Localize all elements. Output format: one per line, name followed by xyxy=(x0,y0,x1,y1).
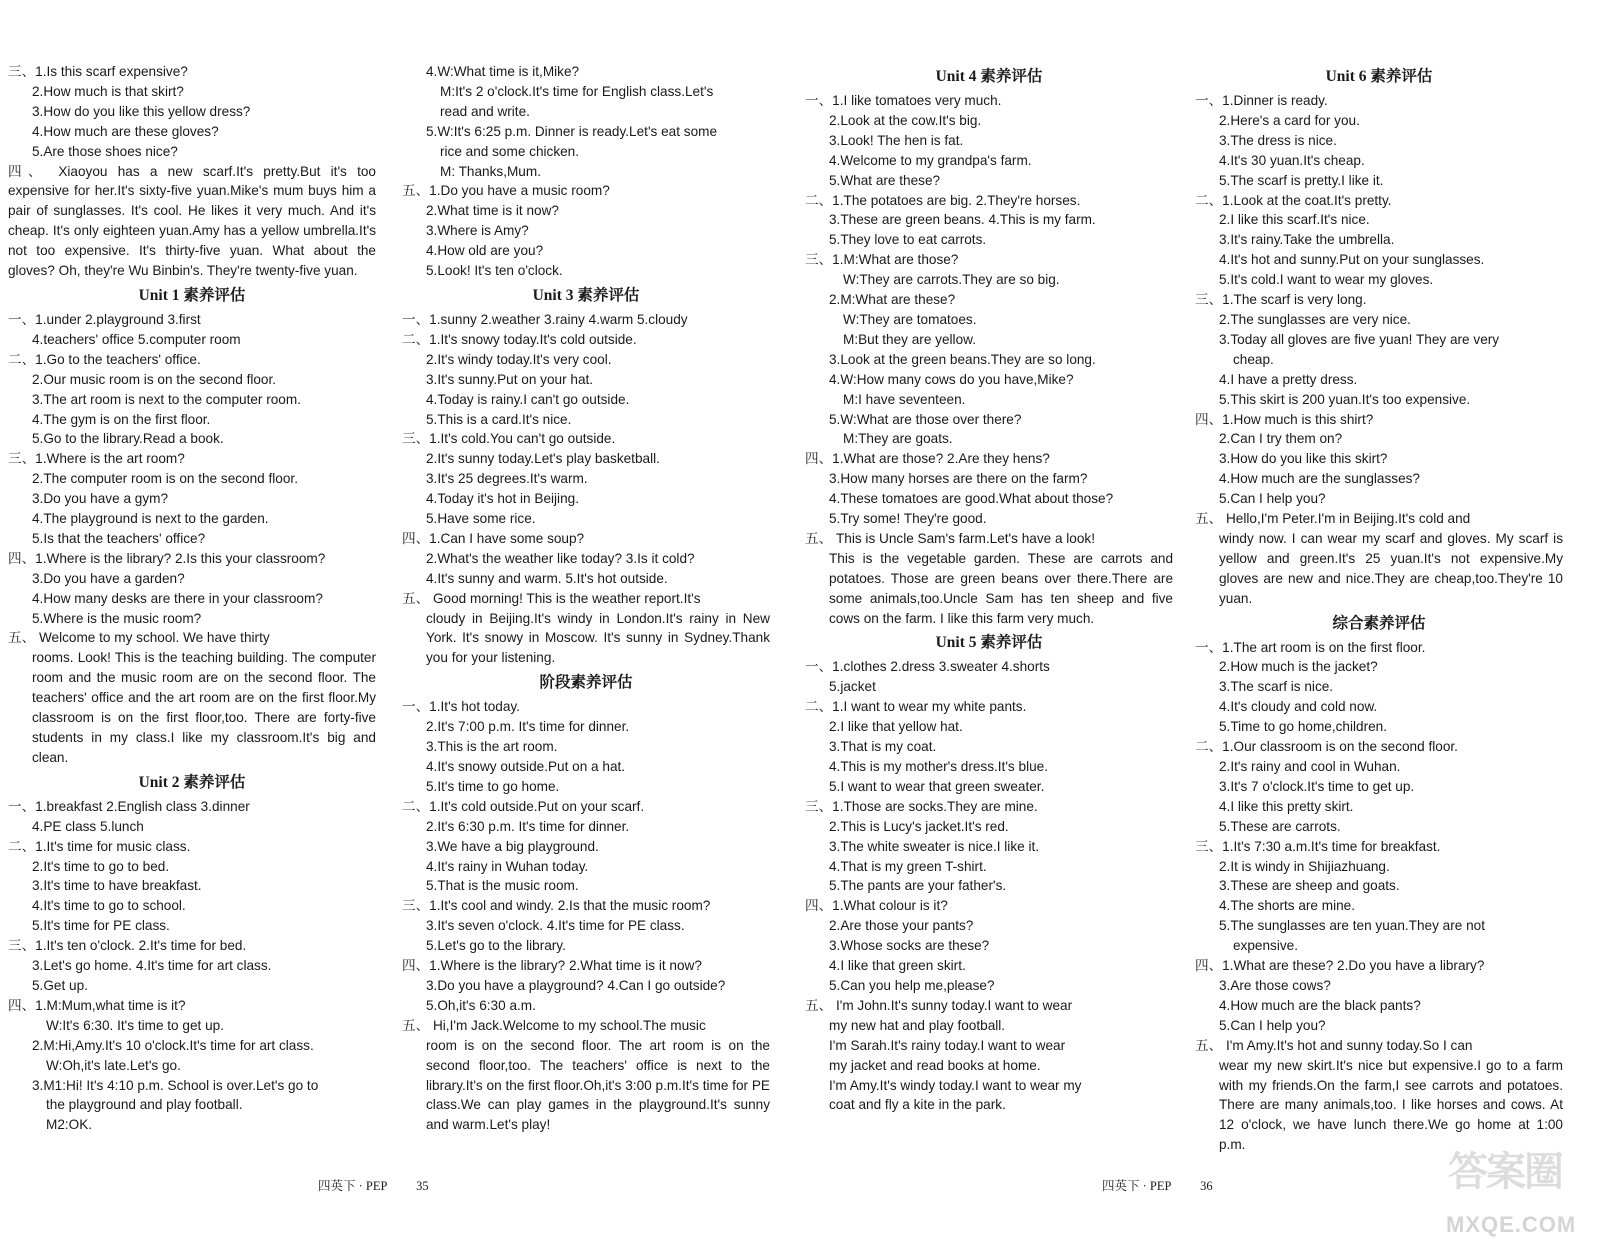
answer-line: 3.It's 25 degrees.It's warm. xyxy=(426,471,588,487)
answer-line: 四、1.Where is the library? 2.What time is it now? xyxy=(402,958,702,974)
answer-line: 五、 Hi,I'm Jack.Welcome to my school.The music xyxy=(402,1017,706,1033)
answer-line: 4.PE class 5.lunch xyxy=(32,818,144,834)
answer-line: 4.The gym is on the first floor. xyxy=(32,411,211,427)
answer-line: 2.It's rainy and cool in Wuhan. xyxy=(1219,759,1401,774)
answer-line: 5.Go to the library.Read a book. xyxy=(32,431,224,447)
answer-line: 三、1.It's cold.You can't go outside. xyxy=(402,431,616,447)
passage-paragraph: rooms. Look! This is the teaching building. The computer room and the music room are on the second floor. The teachers' office and the art room are on the first floor.My classroom is on the first floor,too. There are forty-five students in my class.I like my classroom.It's big and clean. xyxy=(32,650,376,765)
answer-line: 5.These are carrots. xyxy=(1219,818,1341,834)
answer-line: 2.How much is that skirt? xyxy=(32,83,184,99)
passage-paragraph: This is the vegetable garden. These are carrots and potatoes. Those are green beans over there.There are some animals,too.Uncle Sam has ten sheep and five cows on the farm. I like this farm very much. xyxy=(829,550,1173,626)
answer-line: 3.It's sunny.Put on your hat. xyxy=(426,371,594,387)
answer-line: 3.It's rainy.Take the umbrella. xyxy=(1219,232,1395,248)
answer-line: 3.The art room is next to the computer room. xyxy=(32,391,301,407)
answer-line: 三、1.Those are socks.They are mine. xyxy=(805,798,1038,814)
answer-line: 一、1.The art room is on the first floor. xyxy=(1195,639,1426,655)
answer-line: M:I have seventeen. xyxy=(843,391,966,407)
answer-line: 5.Try some! They're good. xyxy=(829,511,987,527)
answer-line: 3.The scarf is nice. xyxy=(1219,679,1334,695)
passage-paragraph: cloudy in Beijing.It's windy in London.It's rainy in New York. It's snowy in Moscow. It's sunny in Sydney.Thank you for your listening. xyxy=(426,610,770,666)
answer-line: rice and some chicken. xyxy=(440,143,580,159)
answer-line: 5.I want to wear that green sweater. xyxy=(829,778,1045,794)
answer-line: 5.jacket xyxy=(829,679,876,695)
answer-line: M: Thanks,Mum. xyxy=(440,163,541,179)
answer-line: W:They are carrots.They are so big. xyxy=(843,272,1060,288)
answer-line: the playground and play football. xyxy=(46,1097,243,1113)
passage-paragraph: wear my new skirt.It's nice but expensive.I go to a farm with my friends.On the farm,I see carrots and potatoes. There are many animals,too. I like horses and cows. At 12 o'clock, we have lunch there.We go home at 1:00 p.m. xyxy=(1219,1057,1563,1153)
answer-line: 5.W:What are those over there? xyxy=(829,411,1022,427)
footer-left-label: 四英下 · PEP xyxy=(318,1179,387,1193)
answer-line: 4.Today is rainy.I can't go outside. xyxy=(426,391,630,407)
passage-paragraph: windy now. I can wear my scarf and gloves. My scarf is yellow and green.It's 25 yuan.It's not expensive.My gloves are new and nice.They are cheap,too.They're 10 yuan. xyxy=(1219,530,1563,606)
answer-line: 2.M:What are these? xyxy=(829,292,956,308)
answer-line: 四、1.What colour is it? xyxy=(805,898,948,914)
answer-line: 3.The dress is nice. xyxy=(1219,132,1337,148)
answer-line: I'm Sarah.It's rainy today.I want to wear xyxy=(829,1037,1066,1053)
column-4 xyxy=(1195,62,1563,1155)
answer-line: 3.We have a big playground. xyxy=(426,838,599,854)
answer-line: 5.Can I help you? xyxy=(1219,491,1326,507)
answer-line: 四、1.Where is the library? 2.Is this your classroom? xyxy=(8,550,326,566)
answer-line: 5.Oh,it's 6:30 a.m. xyxy=(426,997,536,1013)
answer-line: 一、1.breakfast 2.English class 3.dinner xyxy=(8,798,250,814)
answer-line: 3.These are green beans. 4.This is my farm. xyxy=(829,212,1096,228)
answer-line: 5.It's time to go home. xyxy=(426,778,560,794)
answer-line: W:It's 6:30. It's time to get up. xyxy=(46,1017,224,1033)
answer-line: 2.I like this scarf.It's nice. xyxy=(1219,212,1370,228)
answer-line: 2.Here's a card for you. xyxy=(1219,112,1360,128)
answer-line: 3.How do you like this skirt? xyxy=(1219,451,1388,467)
answer-line: 2.Are those your pants? xyxy=(829,918,974,934)
answer-line: 四、1.M:Mum,what time is it? xyxy=(8,997,186,1013)
answer-line: 三、1.It's 7:30 a.m.It's time for breakfast. xyxy=(1195,838,1441,854)
answer-line: 2.The computer room is on the second floor. xyxy=(32,471,298,487)
answer-line: 四、1.How much is this shirt? xyxy=(1195,411,1374,427)
answer-line: 3.Where is Amy? xyxy=(426,223,529,239)
answer-line: M:It's 2 o'clock.It's time for English class.Let's xyxy=(440,83,714,99)
answer-line: 三、1.Is this scarf expensive? xyxy=(8,64,188,79)
answer-line: 4.I have a pretty dress. xyxy=(1219,371,1358,387)
answer-line: 4.The playground is next to the garden. xyxy=(32,511,269,527)
answer-line: cheap. xyxy=(1233,351,1274,367)
answer-line: 2.Our music room is on the second floor. xyxy=(32,371,277,387)
answer-line: I'm Amy.It's windy today.I want to wear my xyxy=(829,1077,1082,1093)
answer-line: 三、1.M:What are those? xyxy=(805,252,959,268)
answer-line: 一、1.Dinner is ready. xyxy=(1195,93,1328,108)
answer-line: 3.Let's go home. 4.It's time for art class. xyxy=(32,958,272,974)
answer-line: 2.Can I try them on? xyxy=(1219,431,1343,447)
answer-line: 2.It's 7:00 p.m. It's time for dinner. xyxy=(426,719,630,735)
answer-line: 二、1.It's time for music class. xyxy=(8,838,191,854)
answer-line: 五、 Welcome to my school. We have thirty xyxy=(8,630,270,646)
answer-line: 5.Have some rice. xyxy=(426,511,536,527)
answer-line: 一、1.I like tomatoes very much. xyxy=(805,93,1002,108)
answer-line: 4.That is my green T-shirt. xyxy=(829,858,987,874)
answer-line: 一、1.clothes 2.dress 3.sweater 4.shorts xyxy=(805,659,1050,675)
watermark-logo: 答案圈 xyxy=(1448,1149,1562,1195)
answer-line: 5.Get up. xyxy=(32,977,88,993)
answer-line: 5.Where is the music room? xyxy=(32,610,202,626)
answer-line: 2.It's time to go to bed. xyxy=(32,858,170,874)
section-heading: Unit 2 素养评估 xyxy=(138,773,246,791)
answer-line: 5.This is a card.It's nice. xyxy=(426,411,572,427)
answer-line: 4.It's snowy outside.Put on a hat. xyxy=(426,759,626,774)
answer-line: M:But they are yellow. xyxy=(843,331,976,347)
section-heading: 阶段素养评估 xyxy=(539,674,633,692)
answer-line: 4.I like this pretty skirt. xyxy=(1219,798,1354,814)
answer-line: 2.How much is the jacket? xyxy=(1219,659,1378,675)
answer-line: 一、1.sunny 2.weather 3.rainy 4.warm 5.cloudy xyxy=(402,311,688,327)
answer-line: 3.These are sheep and goats. xyxy=(1219,878,1400,894)
answer-line: 2.What time is it now? xyxy=(426,203,559,219)
answer-line: 一、1.It's hot today. xyxy=(402,699,520,715)
passage-paragraph: 四、 Xiaoyou has a new scarf.It's pretty.But it's too expensive for her.It's sixty-five yuan.Mike's mum buys him a pair of sunglasses. It's cool. He likes it very much. And it's cheap. It's only eighteen yuan.Amy has a yellow umbrella.It's not too expensive. It's thirty-five yuan. What about the gloves? Oh, they're Wu Binbin's. They're twenty-five yuan. xyxy=(8,163,376,279)
answer-line: 5.The scarf is pretty.I like it. xyxy=(1219,172,1384,188)
answer-line: 四、1.Can I have some soup? xyxy=(402,530,585,546)
answer-line: 5.What are these? xyxy=(829,172,941,188)
answer-line: coat and fly a kite in the park. xyxy=(829,1097,1006,1113)
answer-line: 4.The shorts are mine. xyxy=(1219,898,1355,914)
answer-line: 4.How much are the sunglasses? xyxy=(1219,471,1420,487)
answer-line: 3.Look at the green beans.They are so long. xyxy=(829,351,1096,367)
answer-line: 3.It's time to have breakfast. xyxy=(32,878,202,894)
answer-line: 4.How much are these gloves? xyxy=(32,123,219,139)
answer-line: 四、1.What are these? 2.Do you have a library? xyxy=(1195,958,1485,974)
answer-line: 二、1.It's cold outside.Put on your scarf. xyxy=(402,798,645,814)
answer-line: 4.It's hot and sunny.Put on your sunglasses. xyxy=(1219,252,1485,268)
answer-line: 二、1.Our classroom is on the second floor. xyxy=(1195,739,1458,755)
answer-line: 二、1.It's snowy today.It's cold outside. xyxy=(402,331,637,347)
answer-line: 2.I like that yellow hat. xyxy=(829,719,963,735)
answer-line: 4.These tomatoes are good.What about those? xyxy=(829,491,1114,507)
answer-line: 2.Look at the cow.It's big. xyxy=(829,112,982,128)
answer-line: 5.Can I help you? xyxy=(1219,1017,1326,1033)
answer-line: 3.Do you have a garden? xyxy=(32,570,185,586)
answer-line: 五、 Hello,I'm Peter.I'm in Beijing.It's cold and xyxy=(1195,511,1471,527)
answer-line: 3.The white sweater is nice.I like it. xyxy=(829,838,1040,854)
section-heading: 综合素养评估 xyxy=(1332,614,1426,632)
answer-line: 4.It's rainy in Wuhan today. xyxy=(426,858,589,874)
answer-line: 四、1.What are those? 2.Are they hens? xyxy=(805,451,1050,467)
answer-line: 4.It's sunny and warm. 5.It's hot outside. xyxy=(426,570,668,586)
answer-line: 4.W:How many cows do you have,Mike? xyxy=(829,371,1074,387)
answer-line: 4.How old are you? xyxy=(426,243,544,259)
answer-line: 5.The sunglasses are ten yuan.They are not xyxy=(1219,918,1485,934)
column-3 xyxy=(805,62,1173,1115)
page-number-left: 35 xyxy=(416,1179,429,1193)
section-heading: Unit 3 素养评估 xyxy=(532,286,640,304)
answer-line: 2.This is Lucy's jacket.It's red. xyxy=(829,818,1009,834)
answer-line: 4.Welcome to my grandpa's farm. xyxy=(829,152,1032,168)
answer-line: W:They are tomatoes. xyxy=(843,311,977,327)
answer-line: 二、1.The potatoes are big. 2.They're horses. xyxy=(805,192,1081,208)
answer-line: 3.How many horses are there on the farm? xyxy=(829,471,1088,487)
answer-line: 二、1.I want to wear my white pants. xyxy=(805,699,1027,715)
answer-line: 五、 I'm Amy.It's hot and sunny today.So I can xyxy=(1195,1037,1473,1053)
answer-line: 三、1.The scarf is very long. xyxy=(1195,292,1367,308)
answer-line: 5.It's cold.I want to wear my gloves. xyxy=(1219,272,1434,288)
answer-line: 5.Is that the teachers' office? xyxy=(32,530,206,546)
answer-line: 2.It's sunny today.Let's play basketball. xyxy=(426,451,660,467)
page-number-right: 36 xyxy=(1200,1179,1213,1193)
answer-line: 4.W:What time is it,Mike? xyxy=(426,64,580,79)
answer-line: 3.That is my coat. xyxy=(829,739,937,755)
answer-line: 4.It's cloudy and cold now. xyxy=(1219,699,1378,715)
answer-line: 5.They love to eat carrots. xyxy=(829,232,987,248)
answer-line: 一、1.under 2.playground 3.first xyxy=(8,311,201,327)
answer-line: my new hat and play football. xyxy=(829,1017,1006,1033)
answer-line: 2.The sunglasses are very nice. xyxy=(1219,311,1411,327)
answer-line: 2.What's the weather like today? 3.Is it cold? xyxy=(426,550,695,566)
answer-line: 3.How do you like this yellow dress? xyxy=(32,103,251,119)
answer-line: 3.Do you have a gym? xyxy=(32,491,169,507)
answer-line: 三、1.It's cool and windy. 2.Is that the music room? xyxy=(402,898,711,914)
answer-line: 5.Time to go home,children. xyxy=(1219,719,1387,735)
answer-line: 3.M1:Hi! It's 4:10 p.m. School is over.Let's go to xyxy=(32,1077,319,1093)
answer-line: 三、1.It's ten o'clock. 2.It's time for bed. xyxy=(8,938,247,954)
answer-line: 五、 I'm John.It's sunny today.I want to wear xyxy=(805,997,1073,1013)
answer-line: 5.That is the music room. xyxy=(426,878,579,894)
answer-line: 二、1.Go to the teachers' office. xyxy=(8,351,201,367)
column-2 xyxy=(402,62,770,1135)
answer-line: read and write. xyxy=(440,103,530,119)
column-1 xyxy=(8,62,376,1135)
answer-line: 5.Let's go to the library. xyxy=(426,938,566,954)
answer-line: 4.It's 30 yuan.It's cheap. xyxy=(1219,152,1365,168)
answer-line: 2.It is windy in Shijiazhuang. xyxy=(1219,858,1390,874)
section-heading: Unit 1 素养评估 xyxy=(138,286,246,304)
footer-right xyxy=(1102,1176,1213,1194)
footer-right-label: 四英下 · PEP xyxy=(1102,1179,1171,1193)
answer-line: 三、1.Where is the art room? xyxy=(8,451,185,467)
answer-line: 4.This is my mother's dress.It's blue. xyxy=(829,759,1048,774)
section-heading: Unit 5 素养评估 xyxy=(935,634,1043,652)
answer-line: 5.Look! It's ten o'clock. xyxy=(426,263,563,279)
answer-line: 4.It's time to go to school. xyxy=(32,898,186,914)
answer-line: 5.W:It's 6:25 p.m. Dinner is ready.Let's eat some xyxy=(426,123,718,139)
answer-line: 4.Today it's hot in Beijing. xyxy=(426,491,579,507)
answer-line: 2.It's 6:30 p.m. It's time for dinner. xyxy=(426,818,630,834)
answer-line: 五、 This is Uncle Sam's farm.Let's have a look! xyxy=(805,530,1096,546)
answer-line: M2:OK. xyxy=(46,1117,93,1133)
answer-line: 3.It's seven o'clock. 4.It's time for PE class. xyxy=(426,918,685,934)
answer-line: 2.It's windy today.It's very cool. xyxy=(426,351,612,367)
answer-line: 5.It's time for PE class. xyxy=(32,918,170,934)
answer-line: 3.Are those cows? xyxy=(1219,977,1331,993)
section-heading: Unit 6 素养评估 xyxy=(1325,68,1433,85)
watermark xyxy=(1440,1140,1590,1245)
answer-line: M:They are goats. xyxy=(843,431,953,447)
answer-line: 3.Look! The hen is fat. xyxy=(829,132,964,148)
answer-line: 3.Do you have a playground? 4.Can I go outside? xyxy=(426,977,726,993)
answer-line: 3.Whose socks are these? xyxy=(829,938,990,954)
answer-line: 二、1.Look at the coat.It's pretty. xyxy=(1195,192,1392,208)
answer-line: 5.Can you help me,please? xyxy=(829,977,995,993)
answer-line: 4.How many desks are there in your classroom? xyxy=(32,590,323,606)
passage-paragraph: room is on the second floor. The art room is on the second floor,too. The teachers' office is next to the library.It's on the first floor.Oh,it's 3:00 p.m.It's time for PE class.We can play games in the playground.It's sunny and warm.Let's play! xyxy=(426,1037,770,1133)
answer-line: 4.How much are the black pants? xyxy=(1219,997,1421,1013)
footer-left xyxy=(318,1176,429,1194)
answer-line: 五、 Good morning! This is the weather report.It's xyxy=(402,590,701,606)
answer-line: 五、1.Do you have a music room? xyxy=(402,183,610,199)
answer-line: 5.This skirt is 200 yuan.It's too expensive. xyxy=(1219,391,1471,407)
answer-line: 3.It's 7 o'clock.It's time to get up. xyxy=(1219,778,1415,794)
answer-line: 5.Are those shoes nice? xyxy=(32,143,178,159)
section-heading: Unit 4 素养评估 xyxy=(935,68,1043,85)
answer-line: 3.Today all gloves are five yuan! They are very xyxy=(1219,331,1500,347)
answer-line: 2.M:Hi,Amy.It's 10 o'clock.It's time for art class. xyxy=(32,1037,314,1053)
answer-line: 4.teachers' office 5.computer room xyxy=(32,331,241,347)
answer-line: W:Oh,it's late.Let's go. xyxy=(46,1057,181,1073)
answer-line: 5.The pants are your father's. xyxy=(829,878,1007,894)
watermark-site: MXQE.COM xyxy=(1446,1212,1577,1237)
answer-line: expensive. xyxy=(1233,938,1298,954)
answer-line: 3.This is the art room. xyxy=(426,739,558,755)
answer-line: my jacket and read books at home. xyxy=(829,1057,1041,1073)
answer-line: 4.I like that green skirt. xyxy=(829,958,966,974)
